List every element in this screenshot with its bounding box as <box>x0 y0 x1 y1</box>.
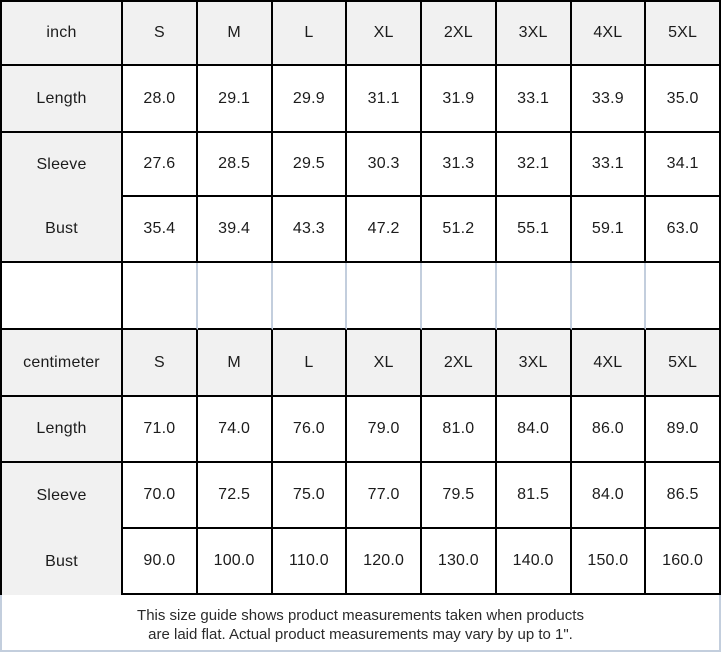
measurement-value: 33.9 <box>572 66 647 133</box>
row-label-bust-inch: Bust <box>2 197 123 263</box>
row-label-length-cm: Length <box>2 397 123 463</box>
unit-header-inch: inch <box>2 2 123 66</box>
size-header-m: M <box>198 2 273 66</box>
measurement-value: 33.1 <box>572 133 647 197</box>
measurement-value: 31.1 <box>347 66 422 133</box>
measurement-value: 28.0 <box>123 66 198 133</box>
measurement-value: 160.0 <box>646 529 721 595</box>
unit-header-centimeter: centimeter <box>2 330 123 397</box>
measurement-value: 29.9 <box>273 66 348 133</box>
row-label-sleeve-inch: Sleeve <box>2 133 123 197</box>
spacer-cell <box>2 263 123 330</box>
measurement-value: 34.1 <box>646 133 721 197</box>
measurement-value: 29.5 <box>273 133 348 197</box>
size-header-4xl: 4XL <box>572 330 647 397</box>
measurement-value: 35.0 <box>646 66 721 133</box>
measurement-value: 130.0 <box>422 529 497 595</box>
measurement-value: 31.3 <box>422 133 497 197</box>
spacer-cell <box>497 263 572 330</box>
measurement-value: 63.0 <box>646 197 721 263</box>
measurement-value: 79.5 <box>422 463 497 529</box>
size-header-2xl: 2XL <box>422 2 497 66</box>
measurement-value: 84.0 <box>572 463 647 529</box>
size-header-xl: XL <box>347 2 422 66</box>
row-label-bust-cm: Bust <box>2 529 123 595</box>
measurement-value: 75.0 <box>273 463 348 529</box>
measurement-value: 39.4 <box>198 197 273 263</box>
spacer-cell <box>123 263 198 330</box>
measurement-value: 27.6 <box>123 133 198 197</box>
measurement-value: 71.0 <box>123 397 198 463</box>
measurement-value: 100.0 <box>198 529 273 595</box>
measurement-value: 89.0 <box>646 397 721 463</box>
measurement-value: 84.0 <box>497 397 572 463</box>
measurement-value: 28.5 <box>198 133 273 197</box>
size-header-5xl: 5XL <box>646 330 721 397</box>
measurement-value: 86.0 <box>572 397 647 463</box>
measurement-value: 110.0 <box>273 529 348 595</box>
size-header-4xl: 4XL <box>572 2 647 66</box>
size-header-l: L <box>273 2 348 66</box>
spacer-cell <box>273 263 348 330</box>
measurement-value: 29.1 <box>198 66 273 133</box>
measurement-value: 76.0 <box>273 397 348 463</box>
measurement-value: 86.5 <box>646 463 721 529</box>
size-header-5xl: 5XL <box>646 2 721 66</box>
spacer-cell <box>422 263 497 330</box>
measurement-value: 77.0 <box>347 463 422 529</box>
size-header-3xl: 3XL <box>497 330 572 397</box>
spacer-cell <box>646 263 721 330</box>
measurement-value: 81.0 <box>422 397 497 463</box>
measurement-value: 90.0 <box>123 529 198 595</box>
size-header-s: S <box>123 330 198 397</box>
measurement-value: 81.5 <box>497 463 572 529</box>
measurement-value: 140.0 <box>497 529 572 595</box>
row-label-sleeve-cm: Sleeve <box>2 463 123 529</box>
measurement-value: 70.0 <box>123 463 198 529</box>
measurement-value: 55.1 <box>497 197 572 263</box>
row-label-length-inch: Length <box>2 66 123 133</box>
measurement-value: 59.1 <box>572 197 647 263</box>
measurement-value: 33.1 <box>497 66 572 133</box>
spacer-cell <box>347 263 422 330</box>
size-header-3xl: 3XL <box>497 2 572 66</box>
measurement-value: 51.2 <box>422 197 497 263</box>
size-header-2xl: 2XL <box>422 330 497 397</box>
measurement-value: 31.9 <box>422 66 497 133</box>
measurement-value: 120.0 <box>347 529 422 595</box>
size-header-l: L <box>273 330 348 397</box>
size-header-m: M <box>198 330 273 397</box>
measurement-value: 32.1 <box>497 133 572 197</box>
measurement-value: 72.5 <box>198 463 273 529</box>
spacer-cell <box>198 263 273 330</box>
measurement-value: 79.0 <box>347 397 422 463</box>
size-header-s: S <box>123 2 198 66</box>
footer-note <box>0 595 721 652</box>
footer-note-line2: are laid flat. Actual product measurements may vary by up to 1". <box>148 626 573 643</box>
measurement-value: 43.3 <box>273 197 348 263</box>
measurement-value: 150.0 <box>572 529 647 595</box>
measurement-value: 47.2 <box>347 197 422 263</box>
size-header-xl: XL <box>347 330 422 397</box>
measurement-value: 30.3 <box>347 133 422 197</box>
measurement-value: 35.4 <box>123 197 198 263</box>
spacer-cell <box>572 263 647 330</box>
footer-note-line1: This size guide shows product measurements taken when products <box>137 607 584 624</box>
measurement-value: 74.0 <box>198 397 273 463</box>
